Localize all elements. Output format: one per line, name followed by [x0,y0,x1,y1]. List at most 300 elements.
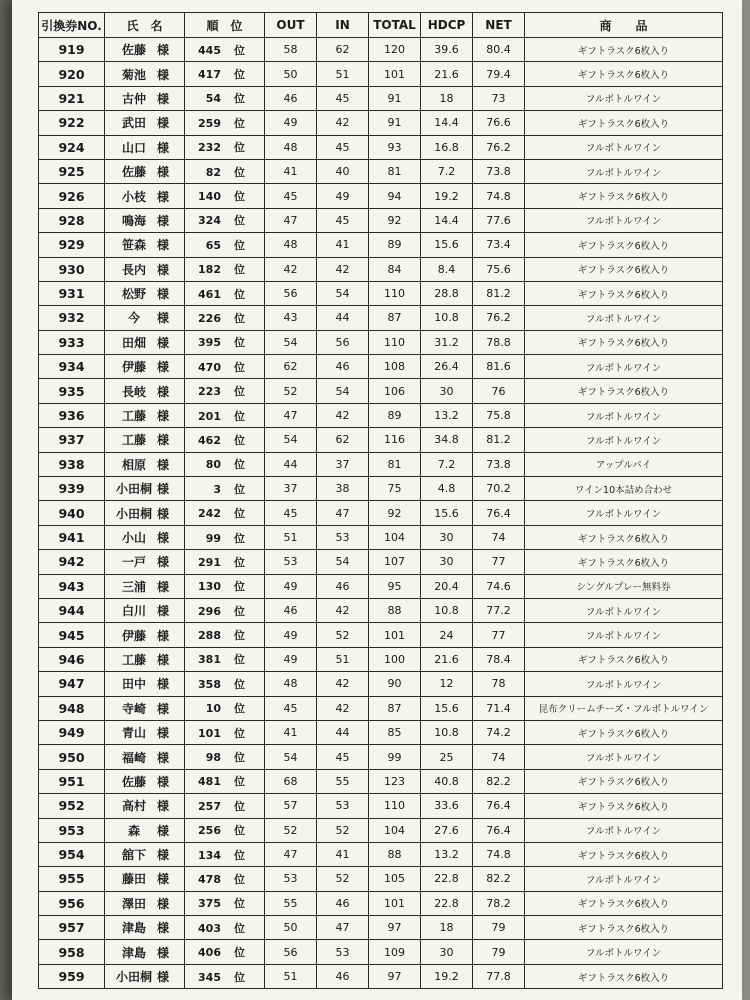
prize-cell: フルボトルワイン [525,501,723,525]
player-name: 工藤 [121,409,146,424]
rank-value: 345 [198,970,221,984]
total-cell: 90 [369,672,421,696]
table-row [39,672,723,696]
out-cell: 50 [265,916,317,940]
honorific-label: 様 [157,506,170,521]
rank-suffix-label: 位 [234,43,245,57]
out-cell: 56 [265,281,317,305]
rank-value: 358 [198,677,221,691]
honorific-label: 様 [157,67,170,82]
rank-suffix-label: 位 [234,433,245,447]
total-cell: 93 [369,135,421,159]
ticket-no-cell: 922 [39,111,105,135]
rank-value: 80 [205,458,221,472]
ticket-no-cell: 956 [39,891,105,915]
total-cell: 87 [369,696,421,720]
total-cell: 88 [369,598,421,622]
rank-suffix-label: 位 [234,116,245,130]
rank-suffix-label: 位 [234,190,245,204]
hdcp-cell: 8.4 [421,257,473,281]
hdcp-cell: 13.2 [421,403,473,427]
ticket-no-cell: 921 [39,86,105,110]
hdcp-cell: 15.6 [421,696,473,720]
table-row [39,428,723,452]
net-cell: 74 [473,525,525,549]
out-cell: 62 [265,355,317,379]
prize-cell: ギフトラスク6枚入り [525,525,723,549]
ticket-no-cell: 935 [39,379,105,403]
out-cell: 41 [265,159,317,183]
ticket-no-cell: 933 [39,330,105,354]
name-cell [105,159,185,183]
out-cell: 48 [265,672,317,696]
rank-cell [185,38,265,62]
rank-cell [185,550,265,574]
honorific-label: 様 [157,604,170,619]
name-cell [105,379,185,403]
rank-suffix-label: 位 [234,799,245,813]
table-row [39,818,723,842]
out-cell: 49 [265,574,317,598]
total-cell: 123 [369,769,421,793]
rank-suffix-label: 位 [234,482,245,496]
total-cell: 106 [369,379,421,403]
rank-value: 256 [198,824,221,838]
rank-suffix-label: 位 [234,751,245,765]
rank-value: 3 [213,482,221,496]
rank-value: 259 [198,116,221,130]
in-cell: 52 [317,818,369,842]
hdcp-cell: 21.6 [421,62,473,86]
rank-suffix-label: 位 [234,970,245,984]
out-cell: 50 [265,62,317,86]
rank-cell [185,647,265,671]
in-cell: 53 [317,525,369,549]
rank-value: 10 [205,702,221,716]
net-cell: 76.2 [473,306,525,330]
hdcp-cell: 40.8 [421,769,473,793]
honorific-label: 様 [157,91,170,106]
table-row [39,940,723,964]
in-cell: 45 [317,208,369,232]
honorific-label: 様 [157,774,170,789]
total-cell: 109 [369,940,421,964]
rank-value: 375 [198,897,221,911]
prize-cell: ギフトラスク6枚入り [525,769,723,793]
honorific-label: 様 [157,287,170,302]
player-name: 佐藤 [121,165,146,180]
player-name: 青山 [121,726,146,741]
ticket-no-cell: 947 [39,672,105,696]
rank-cell [185,745,265,769]
player-name: 伊藤 [121,628,146,643]
rank-cell [185,86,265,110]
hdcp-cell: 25 [421,745,473,769]
prize-cell: フルボトルワイン [525,818,723,842]
hdcp-cell: 7.2 [421,159,473,183]
table-row [39,598,723,622]
out-cell: 49 [265,111,317,135]
prize-cell: ギフトラスク6枚入り [525,647,723,671]
prize-cell: ギフトラスク6枚入り [525,842,723,866]
net-cell: 78.2 [473,891,525,915]
net-cell: 81.2 [473,281,525,305]
honorific-label: 様 [157,409,170,424]
rank-cell [185,867,265,891]
net-cell: 71.4 [473,696,525,720]
results-table [38,12,723,989]
hdcp-cell: 22.8 [421,867,473,891]
player-name: 津島 [121,921,146,936]
header-rank: 順 位 [185,13,265,38]
ticket-no-cell: 937 [39,428,105,452]
rank-suffix-label: 位 [234,921,245,935]
rank-value: 461 [198,287,221,301]
hdcp-cell: 15.6 [421,501,473,525]
prize-cell: ギフトラスク6枚入り [525,964,723,988]
hdcp-cell: 18 [421,86,473,110]
total-cell: 100 [369,647,421,671]
hdcp-cell: 27.6 [421,818,473,842]
rank-suffix-label: 位 [234,92,245,106]
rank-value: 130 [198,580,221,594]
prize-cell: フルボトルワイン [525,623,723,647]
rank-value: 296 [198,604,221,618]
rank-cell [185,477,265,501]
in-cell: 45 [317,86,369,110]
prize-cell: フルボトルワイン [525,867,723,891]
name-cell [105,281,185,305]
hdcp-cell: 14.4 [421,208,473,232]
net-cell: 74.6 [473,574,525,598]
hdcp-cell: 10.8 [421,720,473,744]
ticket-no-cell: 953 [39,818,105,842]
prize-cell: フルボトルワイン [525,403,723,427]
hdcp-cell: 33.6 [421,794,473,818]
net-cell: 79.4 [473,62,525,86]
rank-cell [185,696,265,720]
out-cell: 54 [265,330,317,354]
rank-cell [185,891,265,915]
out-cell: 54 [265,745,317,769]
rank-suffix-label: 位 [234,702,245,716]
prize-cell: ギフトラスク6枚入り [525,330,723,354]
ticket-no-cell: 948 [39,696,105,720]
out-cell: 46 [265,598,317,622]
player-name: 三浦 [121,579,146,594]
prize-cell: ギフトラスク6枚入り [525,38,723,62]
honorific-label: 様 [157,750,170,765]
ticket-no-cell: 955 [39,867,105,891]
prize-cell: アップルパイ [525,452,723,476]
net-cell: 70.2 [473,477,525,501]
rank-suffix-label: 位 [234,385,245,399]
hdcp-cell: 31.2 [421,330,473,354]
hdcp-cell: 15.6 [421,233,473,257]
total-cell: 84 [369,257,421,281]
honorific-label: 様 [157,189,170,204]
rank-suffix-label: 位 [234,677,245,691]
total-cell: 120 [369,38,421,62]
header-net: NET [473,13,525,38]
table-row [39,477,723,501]
name-cell [105,672,185,696]
total-cell: 87 [369,306,421,330]
out-cell: 56 [265,940,317,964]
name-cell [105,525,185,549]
rank-value: 232 [198,141,221,155]
honorific-label: 様 [157,823,170,838]
out-cell: 51 [265,525,317,549]
player-name: 長岐 [121,384,146,399]
rank-suffix-label: 位 [234,165,245,179]
net-cell: 74 [473,745,525,769]
honorific-label: 様 [157,482,170,497]
ticket-no-cell: 920 [39,62,105,86]
rank-suffix-label: 位 [234,775,245,789]
table-row [39,769,723,793]
rank-cell [185,135,265,159]
out-cell: 52 [265,818,317,842]
rank-cell [185,403,265,427]
player-name: 武田 [121,116,146,131]
rank-value: 226 [198,311,221,325]
net-cell: 82.2 [473,769,525,793]
name-cell [105,111,185,135]
rank-value: 417 [198,68,221,82]
in-cell: 42 [317,696,369,720]
name-cell [105,257,185,281]
player-name: 菊池 [121,67,146,82]
honorific-label: 様 [157,628,170,643]
net-cell: 73.4 [473,233,525,257]
rank-value: 54 [205,92,221,106]
name-cell [105,769,185,793]
rank-suffix-label: 位 [234,555,245,569]
in-cell: 52 [317,867,369,891]
prize-cell: フルボトルワイン [525,428,723,452]
hdcp-cell: 39.6 [421,38,473,62]
in-cell: 46 [317,891,369,915]
rank-cell [185,330,265,354]
net-cell: 77.2 [473,598,525,622]
prize-cell: ワイン10本詰め合わせ [525,477,723,501]
name-cell [105,550,185,574]
player-name: 一戸 [121,555,146,570]
ticket-no-cell: 936 [39,403,105,427]
hdcp-cell: 34.8 [421,428,473,452]
honorific-label: 様 [157,457,170,472]
player-name: 田中 [121,677,146,692]
ticket-no-cell: 919 [39,38,105,62]
hdcp-cell: 20.4 [421,574,473,598]
rank-value: 257 [198,799,221,813]
net-cell: 76.2 [473,135,525,159]
ticket-no-cell: 925 [39,159,105,183]
total-cell: 108 [369,355,421,379]
player-name: 今 [127,311,140,326]
rank-value: 242 [198,507,221,521]
player-name: 澤田 [121,896,146,911]
table-row [39,257,723,281]
header-in: IN [317,13,369,38]
in-cell: 46 [317,355,369,379]
out-cell: 54 [265,428,317,452]
player-name: 工藤 [121,652,146,667]
net-cell: 81.2 [473,428,525,452]
prize-cell: 昆布クリームチーズ・フルボトルワイン [525,696,723,720]
rank-suffix-label: 位 [234,897,245,911]
hdcp-cell: 18 [421,916,473,940]
table-body [39,38,723,989]
out-cell: 45 [265,696,317,720]
out-cell: 44 [265,452,317,476]
name-cell [105,306,185,330]
in-cell: 46 [317,964,369,988]
player-name: 古仲 [121,91,146,106]
table-row [39,964,723,988]
net-cell: 77 [473,550,525,574]
out-cell: 37 [265,477,317,501]
player-name: 津島 [121,945,146,960]
out-cell: 57 [265,794,317,818]
out-cell: 49 [265,623,317,647]
ticket-no-cell: 949 [39,720,105,744]
in-cell: 51 [317,62,369,86]
in-cell: 53 [317,794,369,818]
player-name: 小枝 [121,189,146,204]
in-cell: 62 [317,38,369,62]
honorific-label: 様 [157,848,170,863]
net-cell: 80.4 [473,38,525,62]
hdcp-cell: 21.6 [421,647,473,671]
rank-value: 134 [198,848,221,862]
player-name: 小田桐 [115,482,152,497]
out-cell: 42 [265,257,317,281]
in-cell: 44 [317,720,369,744]
ticket-no-cell: 931 [39,281,105,305]
table-row [39,281,723,305]
net-cell: 74.8 [473,184,525,208]
rank-value: 223 [198,385,221,399]
rank-suffix-label: 位 [234,824,245,838]
rank-value: 481 [198,775,221,789]
net-cell: 82.2 [473,867,525,891]
total-cell: 105 [369,867,421,891]
ticket-no-cell: 942 [39,550,105,574]
prize-cell: ギフトラスク6枚入り [525,891,723,915]
name-cell [105,794,185,818]
rank-suffix-label: 位 [234,68,245,82]
in-cell: 41 [317,842,369,866]
rank-cell [185,62,265,86]
honorific-label: 様 [157,726,170,741]
rank-suffix-label: 位 [234,726,245,740]
rank-suffix-label: 位 [234,531,245,545]
rank-cell [185,940,265,964]
total-cell: 85 [369,720,421,744]
total-cell: 110 [369,330,421,354]
rank-suffix-label: 位 [234,872,245,886]
hdcp-cell: 30 [421,379,473,403]
rank-cell [185,842,265,866]
table-row [39,379,723,403]
ticket-no-cell: 938 [39,452,105,476]
table-row [39,794,723,818]
header-ticket-no: 引換券NO. [39,13,105,38]
ticket-no-cell: 944 [39,598,105,622]
prize-cell: ギフトラスク6枚入り [525,720,723,744]
rank-cell [185,428,265,452]
rank-cell [185,355,265,379]
hdcp-cell: 13.2 [421,842,473,866]
hdcp-cell: 7.2 [421,452,473,476]
prize-cell: ギフトラスク6枚入り [525,916,723,940]
player-name: 笹森 [121,238,146,253]
net-cell: 74.2 [473,720,525,744]
hdcp-cell: 19.2 [421,964,473,988]
prize-cell: フルボトルワイン [525,672,723,696]
header-row [39,13,723,38]
ticket-no-cell: 943 [39,574,105,598]
honorific-label: 様 [157,799,170,814]
header-prize: 商 品 [525,13,723,38]
rank-suffix-label: 位 [234,409,245,423]
in-cell: 40 [317,159,369,183]
rank-cell [185,598,265,622]
hdcp-cell: 28.8 [421,281,473,305]
out-cell: 43 [265,306,317,330]
honorific-label: 様 [157,433,170,448]
ticket-no-cell: 924 [39,135,105,159]
out-cell: 45 [265,184,317,208]
total-cell: 81 [369,452,421,476]
total-cell: 104 [369,818,421,842]
rank-value: 403 [198,921,221,935]
prize-cell: フルボトルワイン [525,86,723,110]
prize-cell: フルボトルワイン [525,940,723,964]
rank-cell [185,379,265,403]
rank-cell [185,525,265,549]
table-row [39,842,723,866]
honorific-label: 様 [157,43,170,58]
total-cell: 101 [369,623,421,647]
honorific-label: 様 [157,945,170,960]
rank-suffix-label: 位 [234,507,245,521]
table-row [39,306,723,330]
prize-cell: ギフトラスク6枚入り [525,379,723,403]
honorific-label: 様 [157,970,170,985]
rank-cell [185,818,265,842]
total-cell: 97 [369,964,421,988]
rank-cell [185,623,265,647]
name-cell [105,696,185,720]
rank-suffix-label: 位 [234,238,245,252]
rank-suffix-label: 位 [234,653,245,667]
net-cell: 81.6 [473,355,525,379]
rank-suffix-label: 位 [234,629,245,643]
hdcp-cell: 10.8 [421,306,473,330]
ticket-no-cell: 940 [39,501,105,525]
out-cell: 48 [265,233,317,257]
rank-value: 406 [198,946,221,960]
honorific-label: 様 [157,872,170,887]
name-cell [105,355,185,379]
name-cell [105,916,185,940]
in-cell: 56 [317,330,369,354]
ticket-no-cell: 958 [39,940,105,964]
out-cell: 49 [265,647,317,671]
